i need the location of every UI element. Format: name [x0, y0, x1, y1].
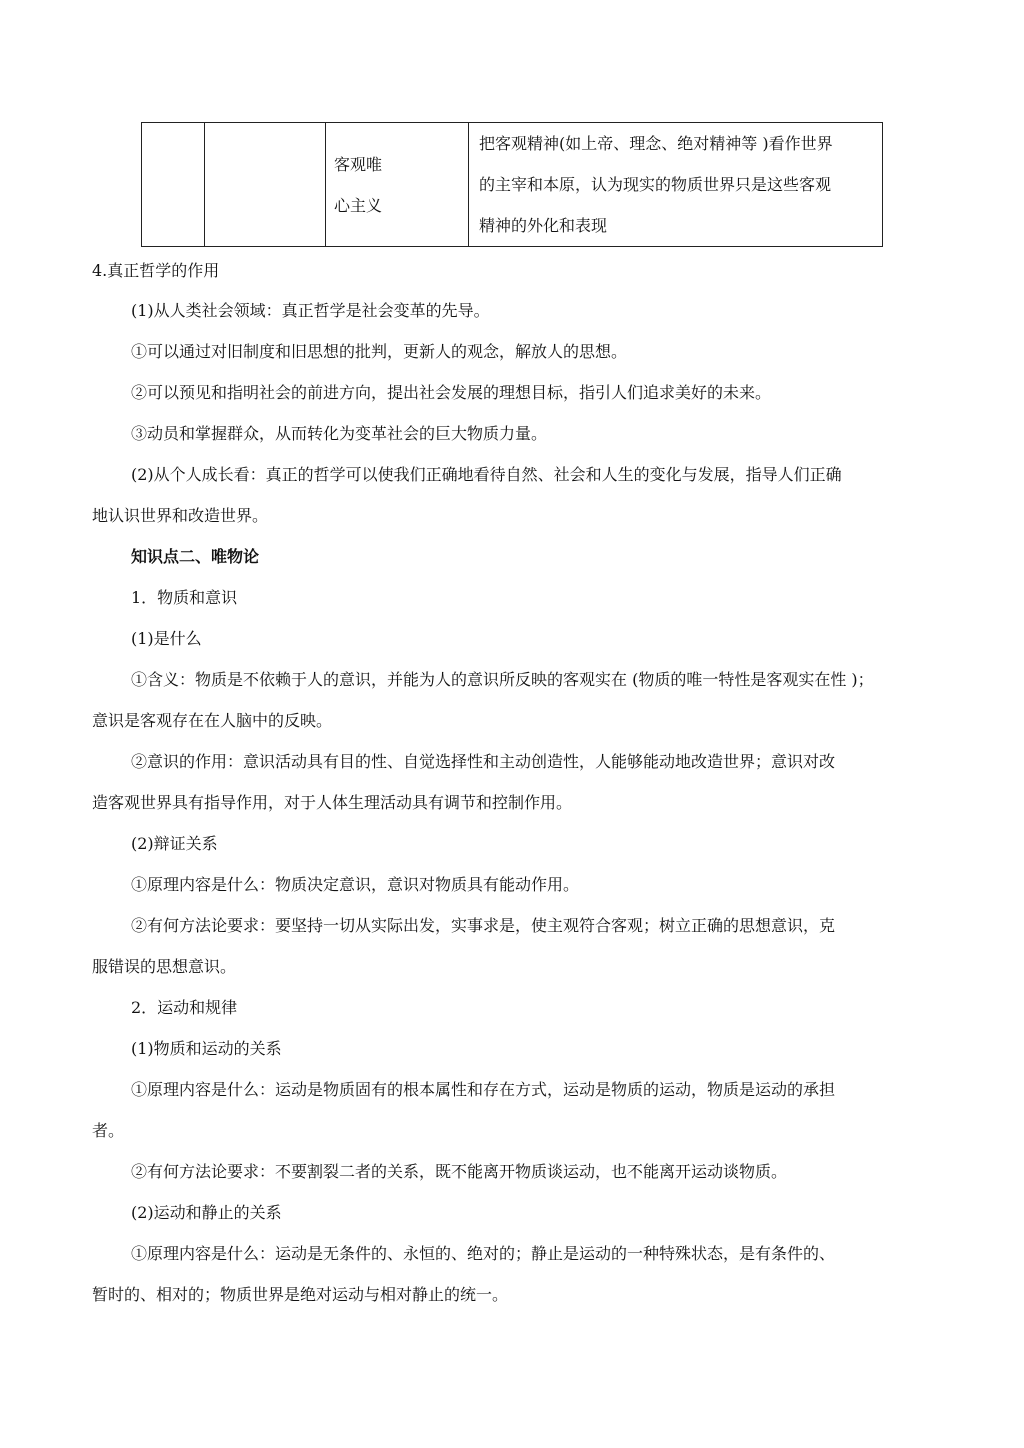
- paragraph-line: (2)辩证关系: [131, 834, 218, 853]
- paragraph-line: ②可以预见和指明社会的前进方向，提出社会发展的理想目标，指引人们追求美好的未来。: [131, 383, 772, 402]
- table-cell-empty-2: [205, 123, 326, 247]
- subsection-heading: 1．物质和意识: [131, 588, 238, 607]
- knowledge-point-heading: 知识点二、唯物论: [131, 547, 260, 566]
- paragraph-line: ①原理内容是什么：运动是物质固有的根本属性和存在方式，运动是物质的运动，物质是运动的承担: [131, 1080, 836, 1099]
- term-line: 客观唯: [334, 154, 383, 174]
- table-cell-definition: [469, 123, 883, 247]
- paragraph-line: ②有何方法论要求：要坚持一切从实际出发，实事求是，使主观符合客观；树立正确的思想意识，克: [131, 916, 836, 935]
- paragraph-line: 服错误的思想意识。: [92, 957, 237, 976]
- paragraph-line: 造客观世界具有指导作用，对于人体生理活动具有调节和控制作用。: [92, 793, 573, 812]
- philosophy-table-continuation: [141, 122, 883, 247]
- paragraph-line: ③动员和掌握群众，从而转化为变革社会的巨大物质力量。: [131, 424, 548, 443]
- definition-line: 把客观精神(如上帝、理念、绝对精神等 )看作世界: [479, 134, 833, 153]
- table-cell-term: [326, 123, 469, 247]
- paragraph-line: 地认识世界和改造世界。: [92, 506, 269, 525]
- paragraph-line: ①原理内容是什么：运动是无条件的、永恒的、绝对的；静止是运动的一种特殊状态，是有条件的、: [131, 1244, 836, 1263]
- paragraph-line: ②有何方法论要求：不要割裂二者的关系，既不能离开物质谈运动，也不能离开运动谈物质。: [131, 1162, 788, 1181]
- table-cell-empty-1: [142, 123, 205, 247]
- paragraph-line: ①原理内容是什么：物质决定意识，意识对物质具有能动作用。: [131, 875, 580, 894]
- subsection-heading: 2．运动和规律: [131, 998, 238, 1017]
- paragraph-line: 者。: [92, 1121, 125, 1140]
- term-line: 心主义: [334, 195, 383, 215]
- paragraph-line: ①含义：物质是不依赖于人的意识，并能为人的意识所反映的客观实在 (物质的唯一特性是客观实在性 )；: [131, 670, 874, 689]
- table-row: [142, 123, 883, 247]
- section-heading: 4.真正哲学的作用: [92, 261, 220, 280]
- definition-line: 的主宰和本原，认为现实的物质世界只是这些客观: [479, 175, 832, 194]
- paragraph-line: (2)从个人成长看：真正的哲学可以使我们正确地看待自然、社会和人生的变化与发展，指导人们正确: [131, 465, 842, 484]
- paragraph-line: (1)是什么: [131, 629, 202, 648]
- paragraph-line: 暂时的、相对的；物质世界是绝对运动与相对静止的统一。: [92, 1285, 509, 1304]
- paragraph-line: ①可以通过对旧制度和旧思想的批判，更新人的观念，解放人的思想。: [131, 342, 628, 361]
- paragraph-line: (1)物质和运动的关系: [131, 1039, 282, 1058]
- paragraph-line: 意识是客观存在在人脑中的反映。: [92, 711, 333, 730]
- paragraph-line: (2)运动和静止的关系: [131, 1203, 282, 1222]
- paragraph-line: (1)从人类社会领域：真正哲学是社会变革的先导。: [131, 301, 490, 320]
- paragraph-line: ②意识的作用：意识活动具有目的性、自觉选择性和主动创造性，人能够能动地改造世界；意识对改: [131, 752, 836, 771]
- definition-line: 精神的外化和表现: [479, 216, 608, 235]
